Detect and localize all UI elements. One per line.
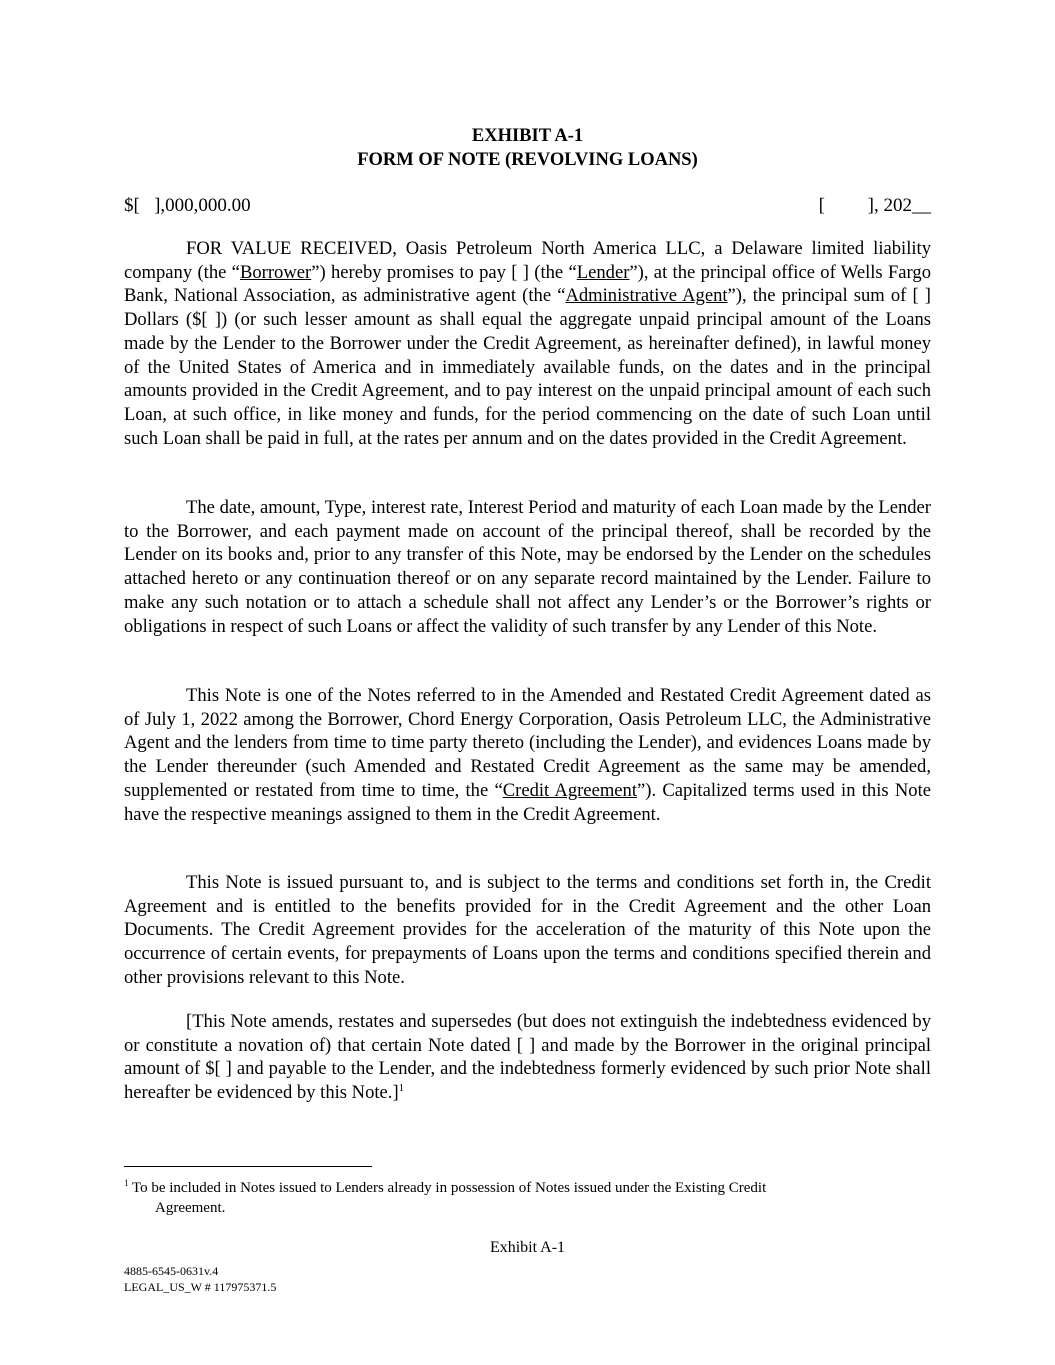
paragraph-amends-restates: [This Note amends, restates and supersedes (but does not extinguish the indebtedness evidenced by or constitute a novation of) that certain Note dated [ ] and made by the Borrower in the original principal amount of $[ ] and payable to the Lender, and the indebtedness formerly evidenced by such prior Note shall hereafter be evidenced by this Note.]$^1$	[124, 1011, 931, 1104]
footnote: $^1$ To be included in Notes issued to Lenders already in possession of Notes issued under the Existing Credit Agreement.	[124, 1178, 767, 1216]
footnote-marker: 1	[124, 1178, 129, 1188]
defined-term-credit-agreement: Credit Agreement	[502, 779, 637, 801]
principal-amount: $[ ],000,000.00	[124, 195, 251, 216]
note-date: [ ], 202__	[818, 195, 931, 216]
paragraph-value-received: FOR VALUE RECEIVED, Oasis Petroleum North America LLC, a Delaware limited liability company (the “Borrower”) hereby promises to pay [ ] (the “Lender”), at the principal office of Wells Fargo Bank, National Association, as administrative agent (the “Administrative Agent”), the principal sum of [ ] Dollars ($[ ]) (or such lesser amount as shall equal the aggregate unpaid principal amount of the Loans made by the Lender to the Borrower under the Credit Agreement, as hereinafter defined), in lawful money of the United States of America and in immediately available funds, on the dates and in the principal amounts provided in the Credit Agreement, and to pay interest on the unpaid principal amount of each such Loan, at such office, in like money and funds, for the period commencing on the date of such Loan until such Loan shall be paid in full, at the rates per annum and on the dates provided in the Credit Agreement.	[124, 238, 931, 449]
defined-term-administrative-agent: Administrative Agent	[565, 285, 728, 307]
paragraph-credit-agreement: This Note is one of the Notes referred to in the Amended and Restated Credit Agreement dated as of July 1, 2022 among the Borrower, Chord Energy Corporation, Oasis Petroleum LLC, the Administrative Agent and the lenders from time to time party thereto (including the Lender), and evidences Loans made by the Lender thereunder (such Amended and Restated Credit Agreement as the same may be amended, supplemented or restated from time to time, the “Credit Agreement”). Capitalized terms used in this Note have the respective meanings assigned to them in the Credit Agreement.	[124, 685, 931, 825]
document-id: 4885-6545-0631v.4	[124, 1264, 219, 1278]
footnote-separator	[124, 1166, 372, 1167]
footnote-reference: 1	[398, 1081, 405, 1094]
form-title: FORM OF NOTE (REVOLVING LOANS)	[357, 150, 698, 170]
legal-id: LEGAL_US_W # 117975371.5	[124, 1280, 277, 1294]
paragraph-recording: The date, amount, Type, interest rate, Interest Period and maturity of each Loan made by the Lender to the Borrower, and each payment made on account of the principal thereof, shall be recorded by the Lender on its books and, prior to any transfer of this Note, may be endorsed by the Lender on the schedules attached hereto or any continuation thereof or on any separate record maintained by the Lender. Failure to make any such notation or to attach a schedule shall not affect any Lender’s or the Borrower’s rights or obligations in respect of such Loans or affect the validity of such transfer by any Lender of this Note.	[124, 497, 931, 637]
defined-term-lender: Lender	[576, 261, 630, 283]
page-footer: Exhibit A-1	[489, 1239, 566, 1256]
exhibit-title: EXHIBIT A-1	[471, 126, 584, 146]
paragraph-issued-pursuant: This Note is issued pursuant to, and is subject to the terms and conditions set forth in, the Credit Agreement and is entitled to the benefits provided for in the Credit Agreement and the other Loan Documents. The Credit Agreement provides for the acceleration of the maturity of this Note upon the occurrence of certain events, for prepayments of Loans upon the terms and conditions specified therein and other provisions relevant to this Note.	[124, 872, 931, 988]
defined-term-borrower: Borrower	[239, 261, 312, 283]
